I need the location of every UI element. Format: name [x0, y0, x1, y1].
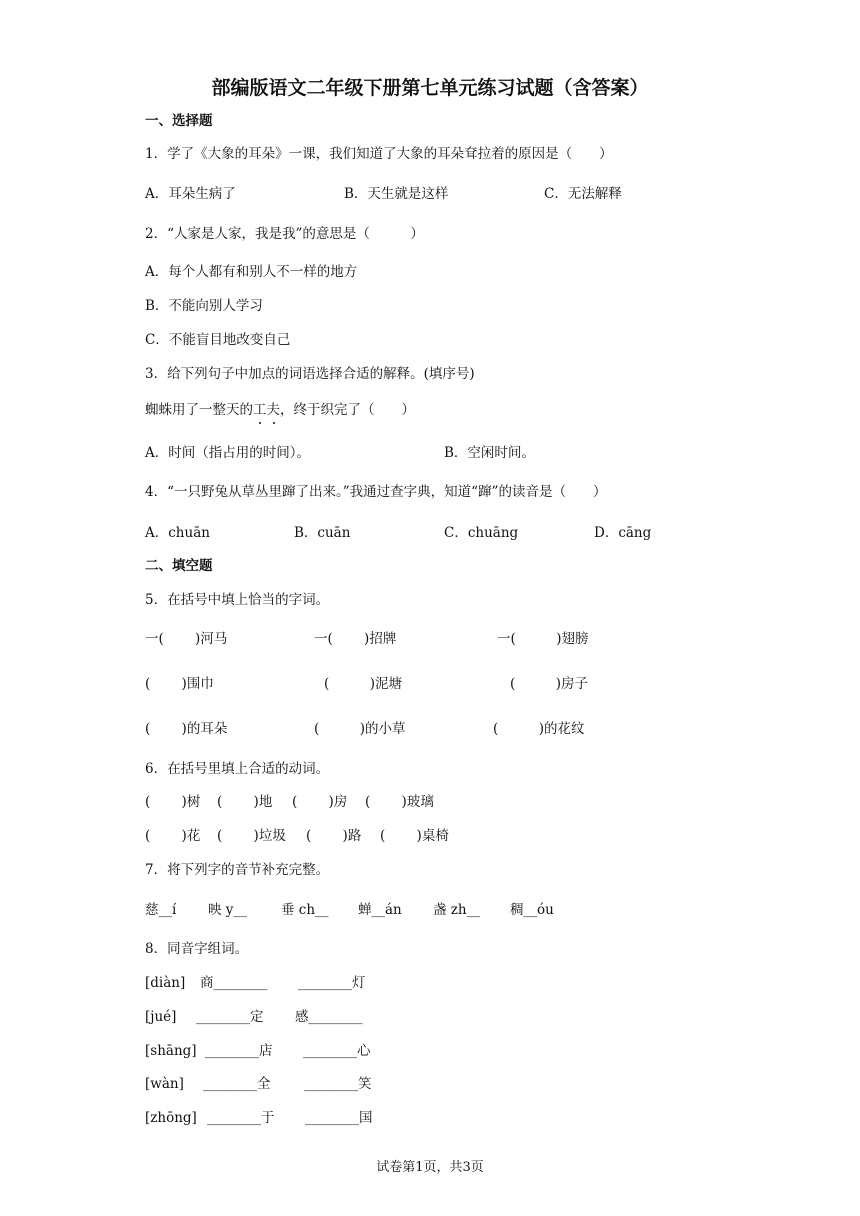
fill-item: ( )的耳朵 [145, 721, 228, 737]
question-3-option-b: B．空闲时间。 [444, 445, 535, 461]
fill-item: ( )路 [306, 828, 362, 844]
fill-item: ( )的花纹 [493, 721, 585, 737]
question-2-option-a: A．每个人都有和别人不一样的地方 [145, 264, 358, 280]
question-1-option-a: A．耳朵生病了 [145, 186, 236, 202]
fill-item: ( )的小草 [314, 721, 406, 737]
question-4-option-b: B．cuān [294, 525, 351, 541]
fill-item: ( )地 [217, 794, 273, 810]
sentence-suffix: ，终于织完了（ ） [280, 402, 415, 418]
question-4-option-d: D．cāng [594, 525, 652, 541]
section-heading-choice: 一、选择题 [145, 113, 213, 129]
pinyin-label: [zhōng] [145, 1110, 197, 1126]
section-heading-fill: 二、填空题 [145, 558, 213, 574]
word-blank: ________定 [196, 1009, 264, 1025]
syllable-item: 稠__óu [510, 902, 554, 918]
fill-item: ( )玻璃 [365, 794, 434, 810]
word-blank: ________国 [305, 1110, 373, 1126]
fill-item: ( )房 [292, 794, 348, 810]
fill-item: ( )泥塘 [324, 676, 403, 692]
question-4-option-a: A．chuān [145, 525, 210, 541]
fill-item: 一( )河马 [145, 631, 228, 647]
word-blank: ________笑 [304, 1076, 372, 1092]
question-2-stem: 2．“人家是人家，我是我”的意思是（ ） [145, 226, 424, 242]
pinyin-label: [jué] [145, 1009, 177, 1025]
word-blank: ________店 [205, 1043, 273, 1059]
pinyin-label: [diàn] [145, 975, 186, 991]
question-1-option-b: B．天生就是这样 [344, 186, 449, 202]
emphasis-dot [273, 422, 275, 424]
word-blank: ________全 [203, 1076, 271, 1092]
word-blank: 商________ [200, 975, 268, 991]
fill-item: 一( )翅膀 [497, 631, 589, 647]
question-3-sentence [145, 404, 415, 418]
fill-item: 一( )招牌 [314, 631, 397, 647]
question-1-option-c: C．无法解释 [544, 186, 622, 202]
dotted-word [253, 404, 280, 418]
question-4-stem: 4．“一只野兔从草丛里蹿了出来。”我通过查字典，知道“蹿”的读音是（ ） [145, 484, 607, 500]
question-3-stem: 3．给下列句子中加点的词语选择合适的解释。(填序号) [145, 366, 475, 382]
pinyin-label: [shāng] [145, 1043, 197, 1059]
question-8-stem: 8．同音字组词。 [145, 941, 249, 957]
word-blank: ________于 [207, 1110, 275, 1126]
question-5-stem: 5．在括号中填上恰当的字词。 [145, 592, 330, 608]
question-2-option-c: C．不能盲目地改变自己 [145, 332, 291, 348]
word-blank: ________灯 [298, 975, 366, 991]
fill-item: ( )桌椅 [380, 828, 449, 844]
question-2-option-b: B．不能向别人学习 [145, 298, 263, 314]
emphasis-dot [259, 422, 261, 424]
word-blank: ________心 [303, 1043, 371, 1059]
syllable-item: 垂 ch__ [281, 902, 329, 918]
word-blank: 感________ [295, 1009, 363, 1025]
fill-item: ( )树 [145, 794, 201, 810]
question-6-stem: 6．在括号里填上合适的动词。 [145, 761, 330, 777]
dotted-word-text: 工夫 [253, 402, 280, 418]
question-1-stem: 1．学了《大象的耳朵》一课，我们知道了大象的耳朵耷拉着的原因是（ ） [145, 146, 613, 162]
fill-item: ( )房子 [510, 676, 589, 692]
page-footer: 试卷第1页，共3页 [376, 1160, 484, 1175]
syllable-item: 映 y__ [208, 902, 247, 918]
question-3-option-a: A．时间（指占用的时间）。 [145, 445, 310, 461]
fill-item: ( )花 [145, 828, 201, 844]
question-7-stem: 7．将下列字的音节补充完整。 [145, 862, 330, 878]
page-title: 部编版语文二年级下册第七单元练习试题（含答案） [211, 77, 649, 99]
question-4-option-c: C．chuāng [444, 525, 519, 541]
syllable-item: 慈__í [145, 902, 177, 918]
fill-item: ( )围巾 [145, 676, 214, 692]
sentence-prefix: 蜘蛛用了一整天的 [145, 402, 253, 418]
syllable-item: 蝉__án [358, 902, 402, 918]
fill-item: ( )垃圾 [217, 828, 286, 844]
pinyin-label: [wàn] [145, 1076, 184, 1092]
syllable-item: 盏 zh__ [433, 902, 481, 918]
